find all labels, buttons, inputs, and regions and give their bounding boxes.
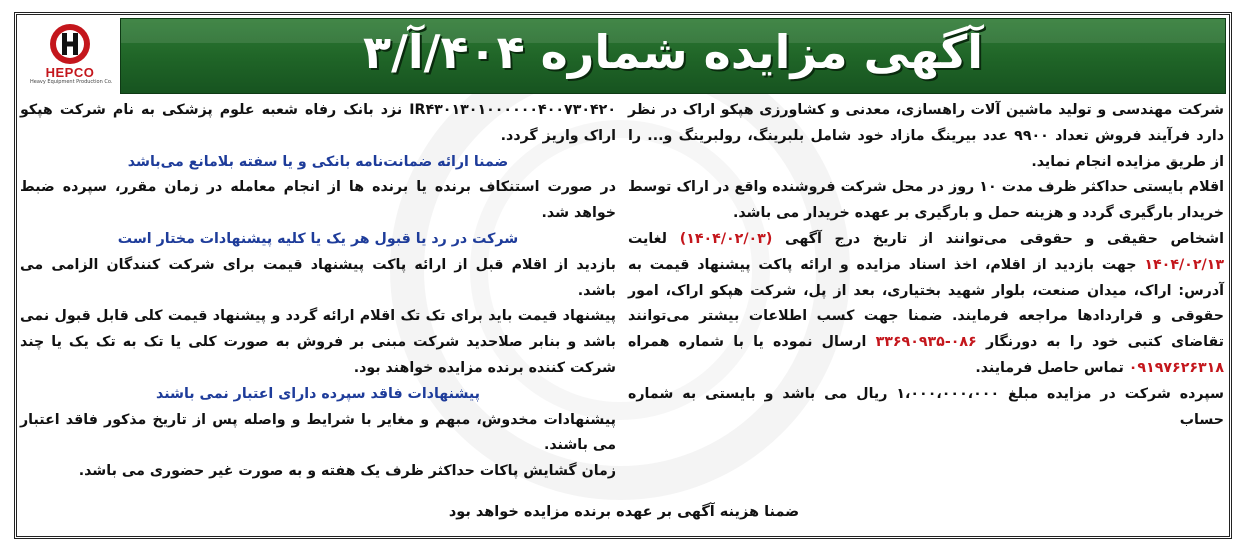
left-column [20, 98, 616, 485]
forfeit-paragraph: در صورت استنکاف برنده یا برنده ها از انجام معامله در زمان مقرر، سپرده ضبط خواهد شد. [20, 179, 616, 222]
pricing-paragraph: پیشنهاد قیمت باید برای تک تک اقلام ارائه گردد و پیشنهاد قیمت کلی قابل قبول نمی باشد و بنابر صلاحدید شرکت مبنی بر فروش به صورت کلی یا تک به تک یک یا چند شرکت کننده برنده مزایده خواهند بود. [20, 308, 616, 376]
title-banner [120, 18, 1226, 94]
end-date: ۱۴۰۴/۰۲/۱۳ [1144, 256, 1224, 273]
reject-rights-note: شرکت در رد یا قبول هر یک یا کلیه پیشنهادات مختار است [117, 230, 519, 247]
account-paragraph: IR۴۳۰۱۳۰۱۰۰۰۰۰۰۴۰۰۷۳۰۴۲۰ نزد بانک رفاه شعبه علوم پزشکی به نام شرکت هپکو اراک واریز گردد. [20, 102, 616, 144]
participation-text-e: تماس حاصل فرمایند. [975, 359, 1129, 376]
participation-text-c: جهت بازدید از اقلام، اخذ اسناد مزایده و ارائه پاکت پیشنهاد قیمت به آدرس: اراک، میدان صنعت، بلوار شهید بختیاری، بعد از پل، شرکت هپکو اراک، امور حقوقی و قراردادها مراجعه فرمایند. ضمنا جهت کسب اطلاعات بیشتر می‌توانند تقاضای کتبی خود را به دورنگار [628, 256, 1225, 351]
hepco-logo [30, 22, 113, 94]
participation-paragraph [628, 227, 1224, 382]
visit-paragraph: بازدید از اقلام قبل از ارائه پاکت پیشنهاد قیمت برای شرکت کنندگان الزامی می باشد. [20, 256, 616, 299]
deposit-paragraph: سپرده شرکت در مزایده مبلغ ۱،۰۰۰،۰۰۰،۰۰۰ ریال می باشد و بایستی به شماره حساب [628, 385, 1224, 428]
right-column [628, 98, 1224, 433]
participation-text-d: ارسال نموده یا با شماره همراه [628, 334, 876, 351]
fax-number: ۰۸۶-۳۳۶۹۰۹۳۵ [875, 334, 977, 351]
opening-paragraph: زمان گشایش پاکات حداکثر ظرف یک هفته و به صورت غیر حضوری می باشد. [78, 463, 616, 480]
intro-paragraph: شرکت مهندسی و تولید ماشین آلات راهسازی، معدنی و کشاورزی هپکو اراک در نظر دارد فرآیند فروش تعداد ۹۹۰۰ عدد بیرینگ مازاد خود شامل بلبرینگ، رولبرینگ و... را از طریق مزایده انجام نماید. [628, 102, 1224, 170]
invalid-offers-paragraph: پیشنهادات مخدوش، مبهم و مغایر با شرایط و واصله پس از تاریخ مذکور فاقد اعتبار می باشند. [20, 411, 616, 454]
logo-text: HEPCO [45, 65, 95, 80]
no-deposit-note: پیشنهادات فاقد سپرده دارای اعتبار نمی باشند [156, 385, 480, 402]
logo-subtext: Heavy Equipment Production Co. [30, 79, 113, 85]
footer-note: ضمنا هزینه آگهی بر عهده برنده مزایده خواهد بود [448, 504, 800, 520]
participation-text-b: لغایت [628, 230, 680, 247]
page-title: آگهی مزایده شماره ۴۰۴/آ/۳ [362, 25, 983, 79]
guarantee-note: ضمنا ارائه ضمانت‌نامه بانکی و یا سفته بلامانع می‌باشد [127, 153, 509, 170]
participation-text-a: اشخاص حقیقی و حقوقی می‌توانند از تاریخ درج آگهی [772, 230, 1224, 247]
hepco-emblem-icon [45, 22, 95, 66]
pickup-paragraph: اقلام بایستی حداکثر ظرف مدت ۱۰ روز در محل شرکت فروشنده واقع در اراک توسط خریدار بارگیری گردد و هزینه حمل و بارگیری بر عهده خریدار می باشد. [628, 179, 1225, 222]
start-date: (۱۴۰۴/۰۲/۰۳) [679, 230, 773, 247]
mobile-number: ۰۹۱۹۷۶۲۶۳۱۸ [1128, 359, 1224, 376]
